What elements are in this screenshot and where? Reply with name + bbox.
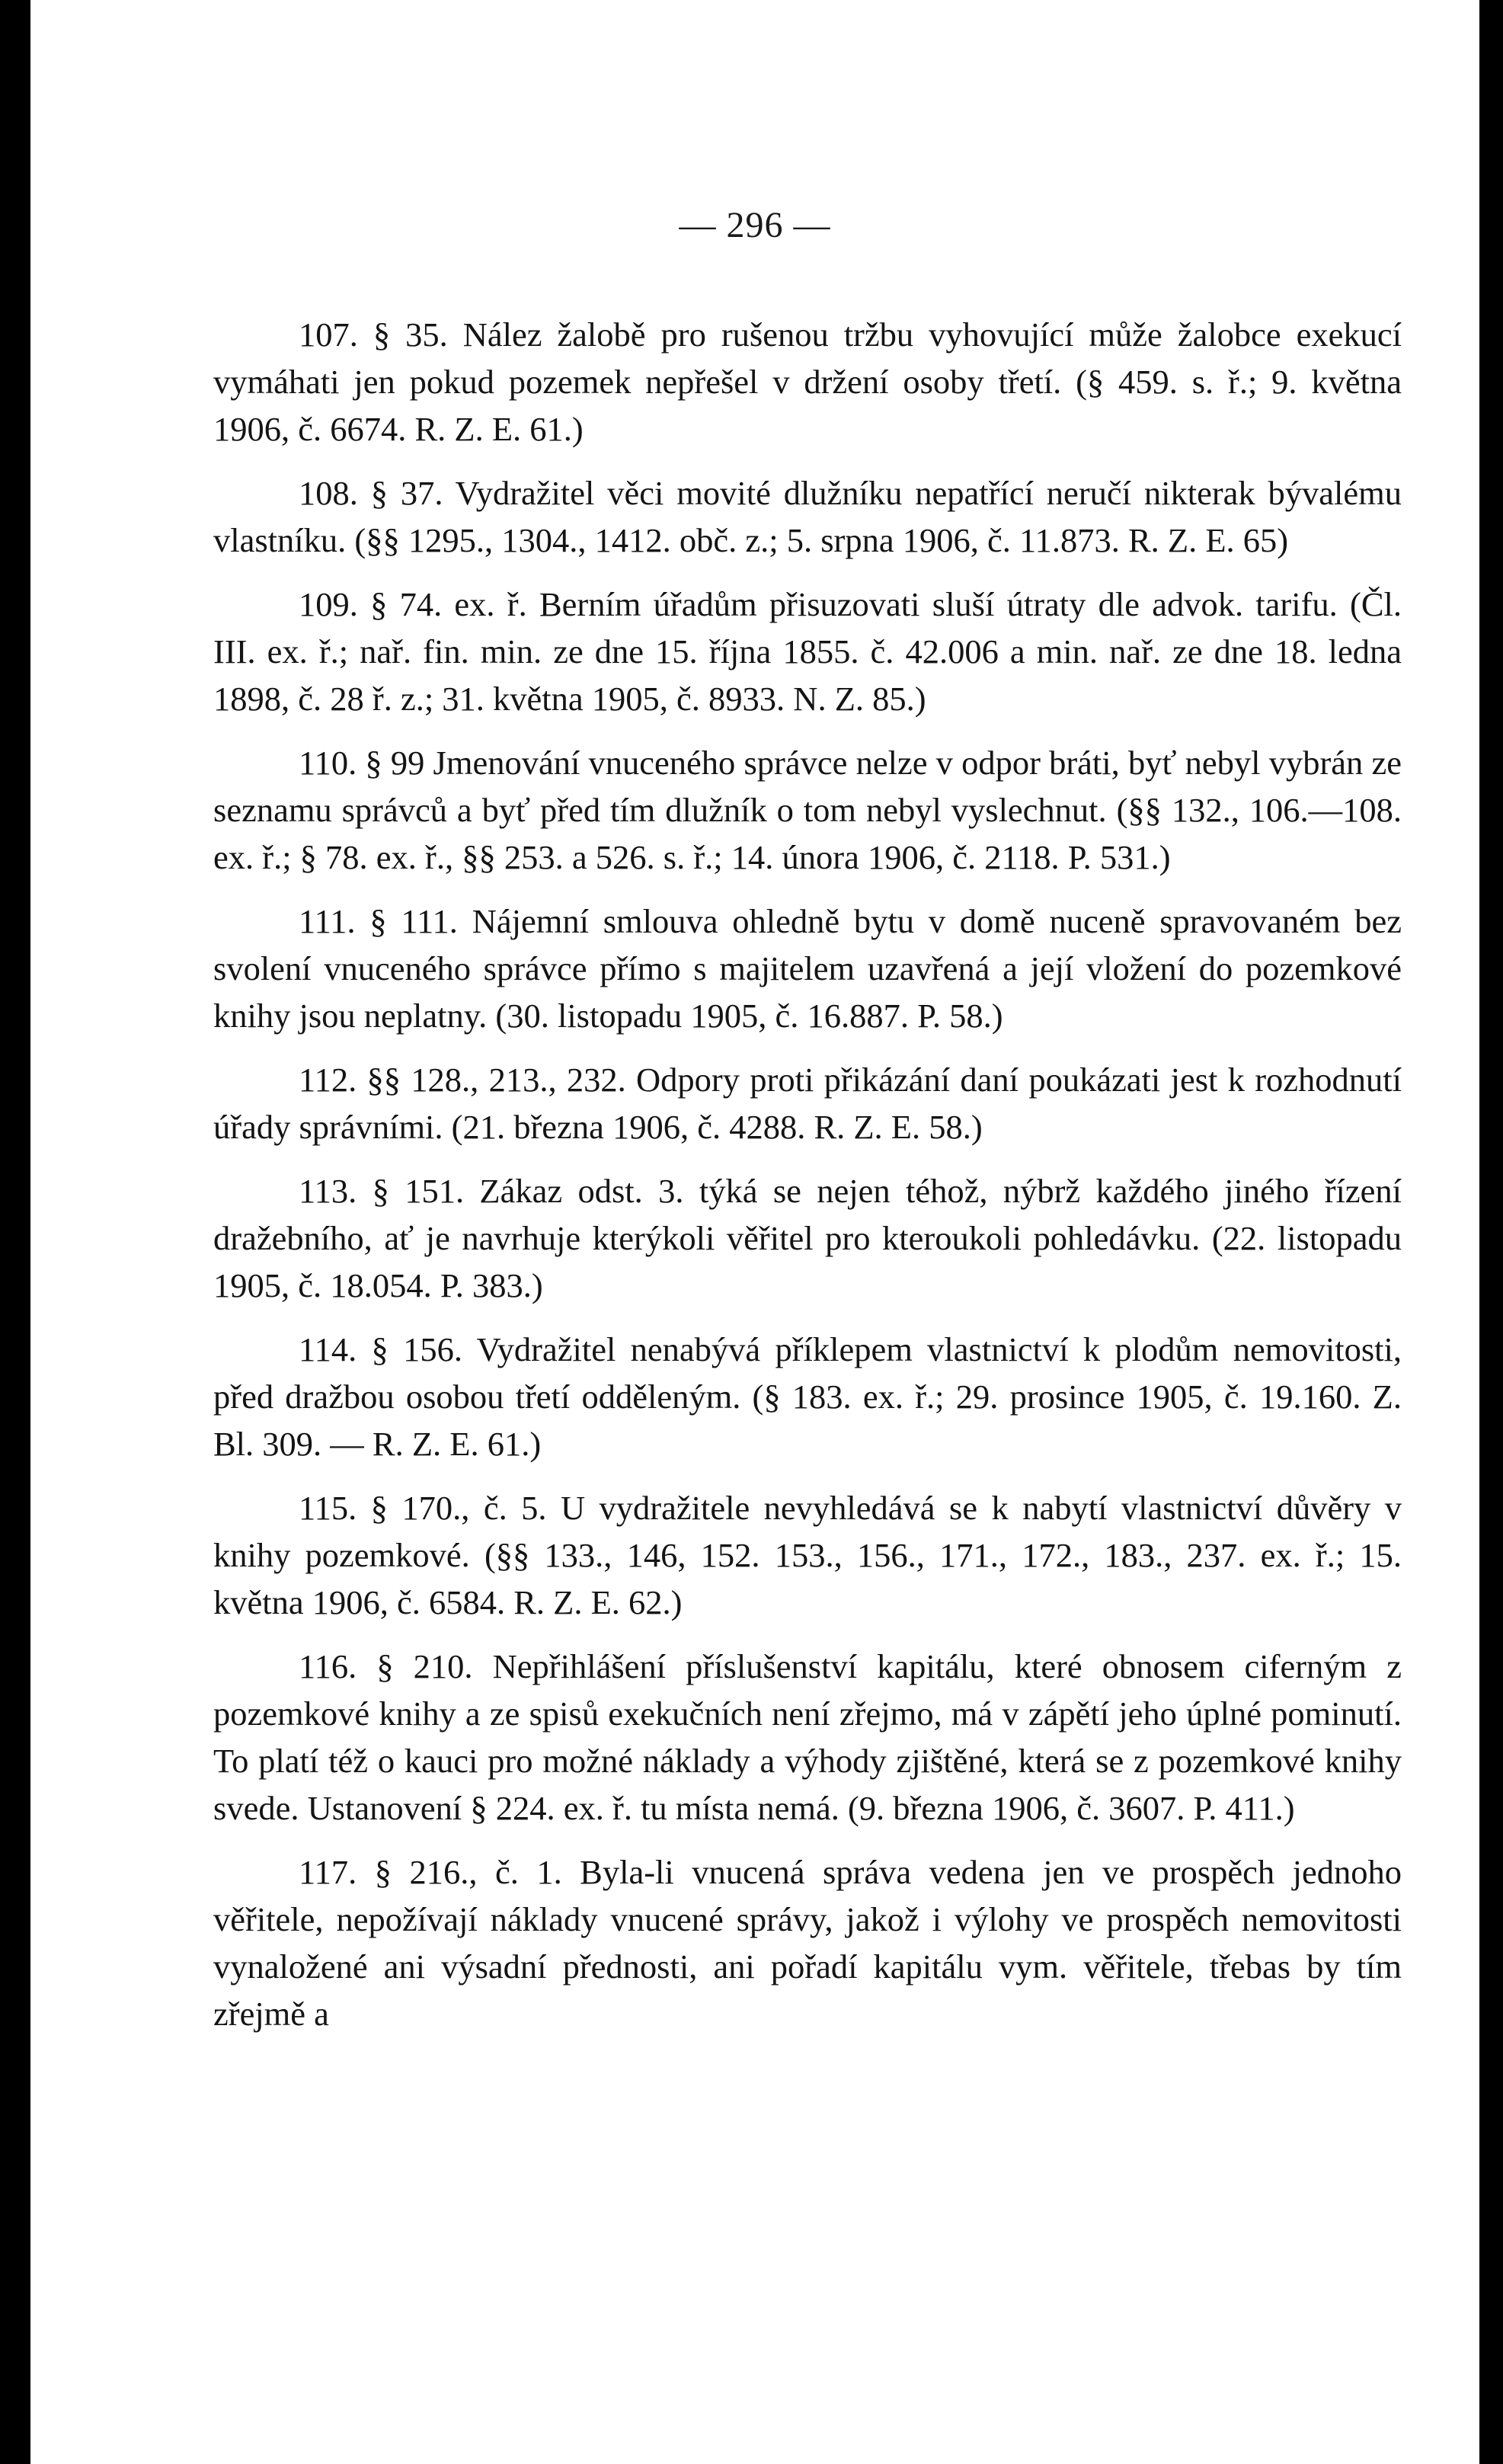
scan-border <box>1479 0 1503 2464</box>
entry-107: 107. § 35. Nález žalobě pro rušenou tržbu vyhovující může žalobce exekucí vymáhati jen pokud pozemek nepřešel v držení osoby třetí. (§ 459. s. ř.; 9. května 1906, č. 6674. R. Z. E. 61.) <box>213 315 1402 448</box>
entry-108: 108. § 37. Vydražitel věci movité dlužníku nepatřící neručí nikterak bývalému vlastníku. (§§ 1295., 1304., 1412. obč. z.; 5. srpna 1906, č. 11.873. R. Z. E. 65) <box>213 474 1402 559</box>
entry-112: 112. §§ 128., 213., 232. Odpory proti přikázání daní poukázati jest k rozhodnutí úřady správními. (21. března 1906, č. 4288. R. Z. E. 58.) <box>213 1061 1402 1146</box>
entry-113: 113. § 151. Zákaz odst. 3. týká se nejen téhož, nýbrž každého jiného řízení dražebního, ať je navrhuje kterýkoli věřitel pro kteroukoli pohledávku. (22. listopadu 1905, č. 18.054. P. 383.) <box>213 1172 1402 1304</box>
page-body <box>213 311 1402 2054</box>
entry-116: 116. § 210. Nepřihlášení příslušenství kapitálu, které obnosem ciferným z pozemkové knihy a ze spisů exekučních není zřejmo, má v zápětí jeho úplné pominutí. To platí též o kauci pro možné náklady a výhody zjištěné, která se z pozemkové knihy svede. Ustanovení § 224. ex. ř. tu místa nemá. (9. března 1906, č. 3607. P. 411.) <box>213 1647 1402 1827</box>
page-number: — 296 — <box>679 205 831 245</box>
entry-110: 110. § 99 Jmenování vnuceného správce nelze v odpor bráti, byť nebyl vybrán ze seznamu správců a byť před tím dlužník o tom nebyl vyslechnut. (§§ 132., 106.—108. ex. ř.; § 78. ex. ř., §§ 253. a 526. s. ř.; 14. února 1906, č. 2118. P. 531.) <box>213 744 1402 876</box>
entry-117: 117. § 216., č. 1. Byla-li vnucená správa vedena jen ve prospěch jednoho věřitele, nepožívají náklady vnucené správy, jakož i výlohy ve prospěch nemovitosti vynaložené ani výsadní přednosti, ani pořadí kapitálu vym. věřitele, třebas by tím zřejmě a <box>213 1853 1402 2033</box>
entry-111: 111. § 111. Nájemní smlouva ohledně bytu v domě nuceně spravovaném bez svolení vnuceného správce přímo s majitelem uzavřená a její vložení do pozemkové knihy jsou neplatny. (30. listopadu 1905, č. 16.887. P. 58.) <box>213 902 1402 1035</box>
entry-115: 115. § 170., č. 5. U vydražitele nevyhledává se k nabytí vlastnictví důvěry v knihy pozemkové. (§§ 133., 146, 152. 153., 156., 171., 172., 183., 237. ex. ř.; 15. května 1906, č. 6584. R. Z. E. 62.) <box>213 1489 1402 1621</box>
entry-114: 114. § 156. Vydražitel nenabývá příklepem vlastnictví k plodům nemovitosti, před dražbou osobou třetí odděleným. (§ 183. ex. ř.; 29. prosince 1905, č. 19.160. Z. Bl. 309. — R. Z. E. 61.) <box>213 1330 1402 1463</box>
entry-109: 109. § 74. ex. ř. Berním úřadům přisuzovati sluší útraty dle advok. tarifu. (Čl. III. ex. ř.; nař. fin. min. ze dne 15. října 1855. č. 42.006 a min. nař. ze dne 18. ledna 1898, č. 28 ř. z.; 31. května 1905, č. 8933. N. Z. 85.) <box>213 585 1402 718</box>
book-page <box>30 0 1479 2464</box>
